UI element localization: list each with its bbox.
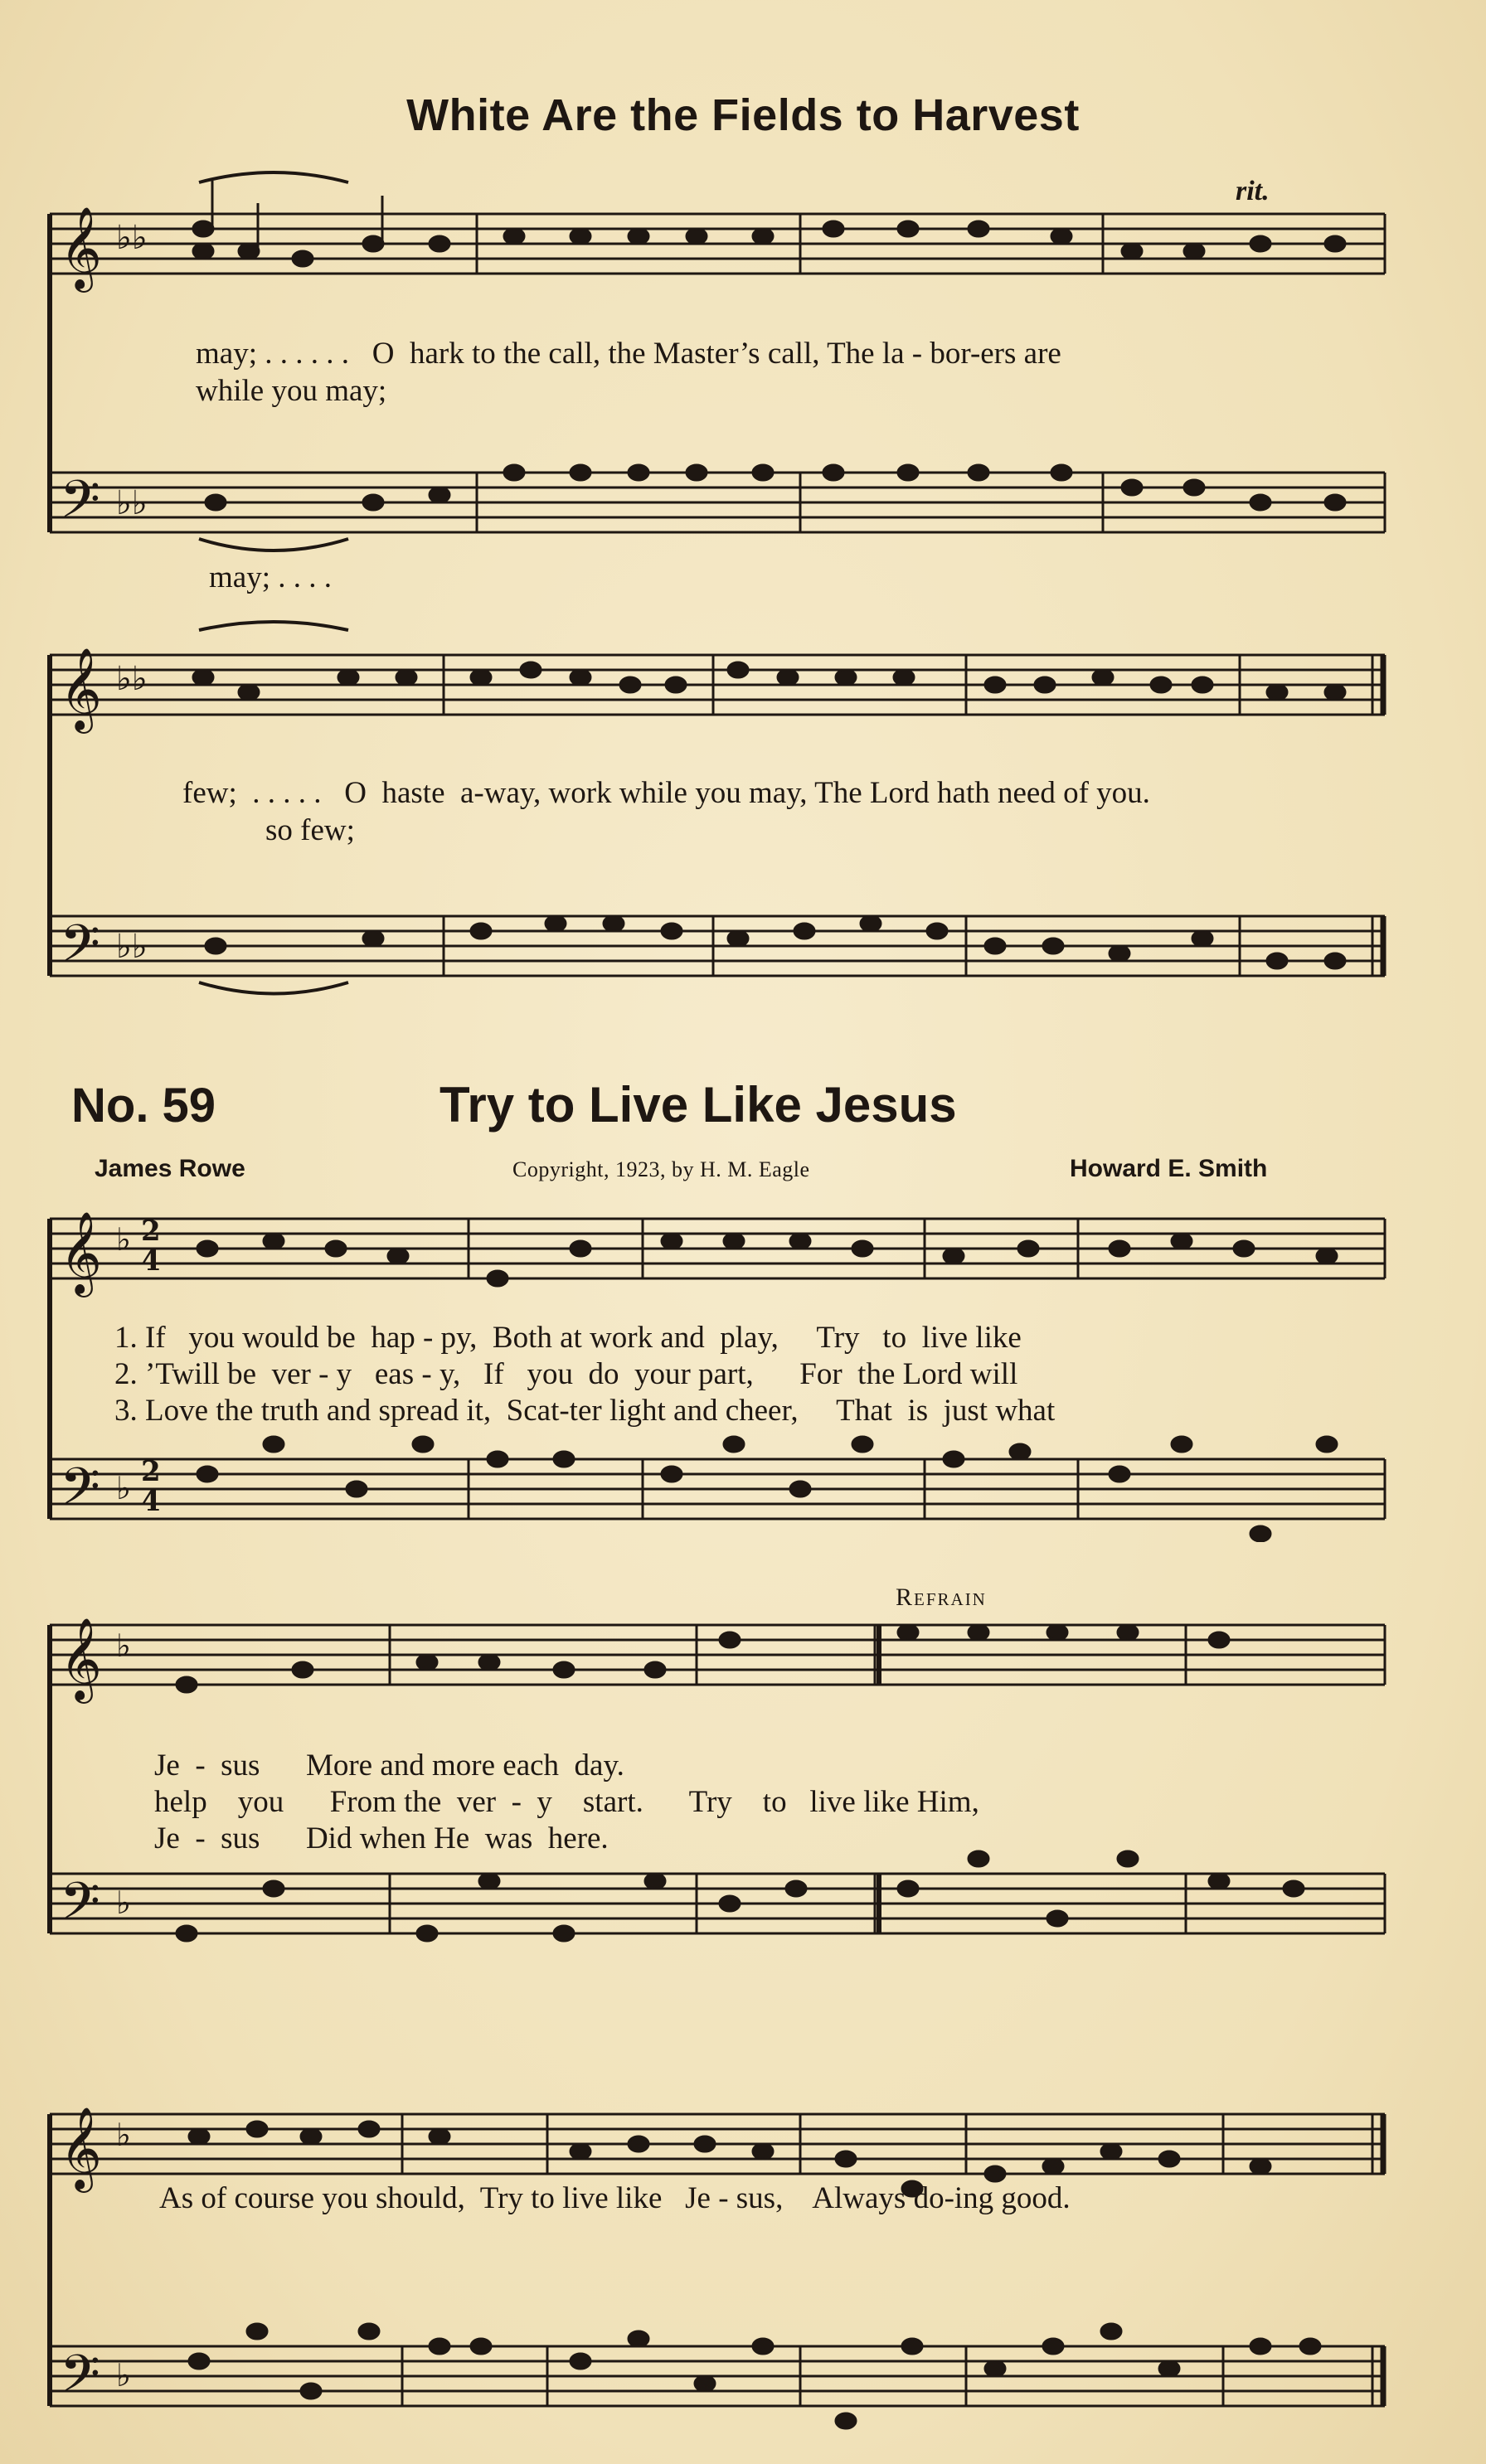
lyrics-line: few; . . . . . O haste a-way, work while you may, The Lord hath need of you. [182, 776, 1150, 810]
svg-text:♭: ♭ [116, 2357, 131, 2394]
refrain-label: Refrain [896, 1584, 987, 1611]
hymn-number: No. 59 [71, 1079, 216, 1133]
composer-credit: Howard E. Smith [1070, 1155, 1268, 1182]
svg-text:2: 2 [141, 1215, 161, 1248]
svg-text:♭: ♭ [116, 1470, 131, 1506]
svg-text:♭♭: ♭♭ [116, 484, 148, 522]
music-system-5 [0, 2098, 1486, 2446]
music-system-2 [0, 614, 1486, 1045]
svg-text:𝄞: 𝄞 [60, 2107, 102, 2190]
lyrics-line: so few; [265, 813, 355, 847]
hymn-title: White Are the Fields to Harvest [406, 90, 1080, 140]
lyricist-credit: James Rowe [95, 1155, 245, 1182]
svg-text:4: 4 [141, 1485, 161, 1518]
svg-text:♭♭: ♭♭ [116, 219, 148, 257]
tempo-marking: rit. [1236, 176, 1270, 206]
svg-text:𝄢: 𝄢 [60, 913, 100, 987]
verse-line: Je - sus More and more each day. [154, 1749, 624, 1783]
svg-text:𝄞: 𝄞 [60, 206, 102, 289]
svg-text:4: 4 [141, 1244, 161, 1278]
svg-text:𝄢: 𝄢 [60, 1456, 100, 1530]
svg-text:♭♭: ♭♭ [116, 660, 148, 698]
svg-text:𝄢: 𝄢 [60, 2343, 100, 2417]
svg-text:♭: ♭ [116, 1627, 131, 1664]
verse-line: 3. Love the truth and spread it, Scat-ter light and cheer, That is just what [114, 1394, 1056, 1428]
svg-text:𝄞: 𝄞 [60, 648, 102, 730]
svg-text:♭: ♭ [116, 1884, 131, 1921]
refrain-lyrics: As of course you should, Try to live like Je - sus, Always do-ing good. [159, 2181, 1071, 2215]
verse-line: 2. ’Twill be ver - y eas - y, If you do your part, For the Lord will [114, 1357, 1018, 1391]
svg-text:𝄢: 𝄢 [60, 468, 100, 542]
copyright-notice: Copyright, 1923, by H. M. Eagle [512, 1157, 810, 1181]
svg-text:𝄢: 𝄢 [60, 1870, 100, 1944]
verse-line: Je - sus Did when He was here. [154, 1821, 609, 1855]
hymn-title: Try to Live Like Jesus [439, 1077, 957, 1133]
svg-text:♭♭: ♭♭ [116, 928, 148, 966]
lyrics-line: may; . . . . . . O hark to the call, the Master’s call, The la - bor-ers are [196, 337, 1061, 371]
lyrics-line: may; . . . . [209, 560, 332, 594]
verse-line: help you From the ver - y start. Try to live like Him, [154, 1785, 979, 1819]
verse-line: 1. If you would be hap - py, Both at work and play, Try to live like [114, 1321, 1022, 1355]
svg-text:𝄞: 𝄞 [60, 1618, 102, 1700]
svg-text:𝄞: 𝄞 [60, 1211, 102, 1294]
lyrics-line: while you may; [196, 374, 387, 408]
svg-text:2: 2 [141, 1455, 161, 1488]
svg-text:♭: ♭ [116, 1221, 131, 1258]
svg-text:♭: ♭ [116, 2117, 131, 2153]
